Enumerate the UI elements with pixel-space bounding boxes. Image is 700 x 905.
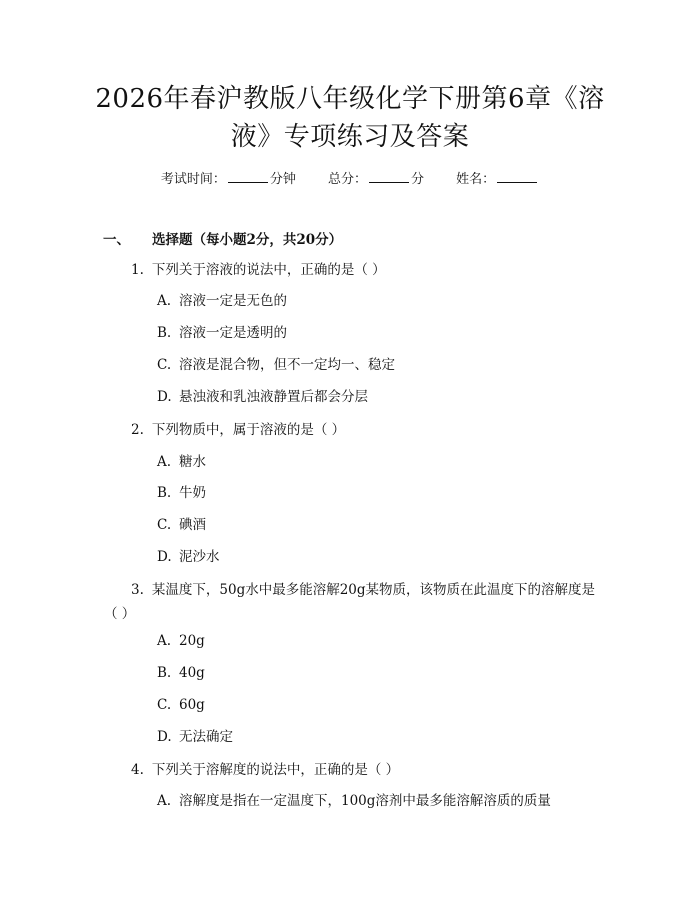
question-1-option-a bbox=[157, 292, 287, 310]
option-text: 泥沙水 bbox=[179, 549, 220, 565]
option-letter: A. bbox=[157, 793, 172, 809]
question-text: 某温度下，50g水中最多能溶解20g某物质，该物质在此温度下的溶解度是（ ） bbox=[104, 582, 596, 622]
question-1-option-d bbox=[157, 388, 368, 406]
document-title bbox=[60, 80, 640, 156]
option-letter: B. bbox=[157, 485, 172, 501]
title-line-1: 2026年春沪教版八年级化学下册第6章《溶 bbox=[95, 84, 605, 114]
option-letter: B. bbox=[157, 665, 172, 681]
option-text: 溶液一定是无色的 bbox=[179, 293, 287, 309]
option-text: 溶液是混合物，但不一定均一、稳定 bbox=[179, 357, 395, 373]
question-2-option-d bbox=[157, 548, 220, 566]
option-text: 糖水 bbox=[179, 454, 206, 470]
question-number: 1. bbox=[131, 262, 144, 278]
exam-time-blank bbox=[228, 170, 268, 183]
question-2-option-a bbox=[157, 453, 206, 471]
question-number: 2. bbox=[131, 422, 144, 438]
question-number: 3. bbox=[131, 582, 144, 598]
option-letter: D. bbox=[157, 729, 172, 745]
option-text: 溶液一定是透明的 bbox=[179, 325, 287, 341]
option-letter: A. bbox=[157, 633, 172, 649]
question-4 bbox=[131, 758, 611, 782]
question-2-option-b bbox=[157, 484, 206, 502]
option-letter: D. bbox=[157, 389, 172, 405]
question-text: 下列关于溶液的说法中，正确的是（ ） bbox=[151, 262, 386, 278]
total-score-field bbox=[328, 170, 424, 189]
total-score-unit: 分 bbox=[411, 172, 425, 187]
option-text: 碘酒 bbox=[179, 517, 206, 533]
exam-info-line bbox=[0, 170, 700, 189]
exam-time-label: 考试时间： bbox=[160, 172, 226, 187]
name-blank bbox=[497, 170, 537, 183]
question-number: 4. bbox=[131, 762, 144, 778]
title-line-2: 液》专项练习及答案 bbox=[230, 122, 470, 152]
option-letter: C. bbox=[157, 357, 172, 373]
option-text: 40g bbox=[179, 665, 205, 681]
question-4-option-a bbox=[157, 792, 551, 810]
question-2-option-c bbox=[157, 516, 206, 534]
option-letter: A. bbox=[157, 454, 172, 470]
section-heading bbox=[103, 231, 342, 249]
question-3 bbox=[104, 578, 604, 626]
question-1-option-c bbox=[157, 356, 395, 374]
question-3-option-c bbox=[157, 696, 205, 714]
option-text: 20g bbox=[179, 633, 205, 649]
question-1 bbox=[131, 258, 611, 282]
question-text: 下列关于溶解度的说法中，正确的是（ ） bbox=[151, 762, 400, 778]
total-score-label: 总分： bbox=[327, 172, 367, 187]
question-2 bbox=[131, 418, 611, 442]
question-3-option-d bbox=[157, 728, 233, 746]
option-text: 无法确定 bbox=[179, 729, 233, 745]
exam-time-field bbox=[161, 170, 296, 189]
name-field bbox=[456, 170, 539, 189]
section-title: 选择题（每小题2分，共20分） bbox=[152, 232, 343, 248]
option-letter: C. bbox=[157, 517, 172, 533]
exam-time-unit: 分钟 bbox=[269, 172, 296, 187]
option-letter: B. bbox=[157, 325, 172, 341]
option-letter: D. bbox=[157, 549, 172, 565]
question-1-option-b bbox=[157, 324, 287, 342]
question-text: 下列物质中，属于溶液的是（ ） bbox=[151, 422, 346, 438]
option-text: 60g bbox=[179, 697, 205, 713]
total-score-blank bbox=[369, 170, 409, 183]
name-label: 姓名： bbox=[456, 172, 496, 187]
section-number: 一、 bbox=[103, 232, 130, 248]
option-text: 悬浊液和乳浊液静置后都会分层 bbox=[179, 389, 368, 405]
option-letter: A. bbox=[157, 293, 172, 309]
question-3-option-a bbox=[157, 632, 205, 650]
option-text: 牛奶 bbox=[179, 485, 206, 501]
option-letter: C. bbox=[157, 697, 172, 713]
option-text: 溶解度是指在一定温度下，100g溶剂中最多能溶解溶质的质量 bbox=[179, 793, 551, 809]
question-3-option-b bbox=[157, 664, 205, 682]
